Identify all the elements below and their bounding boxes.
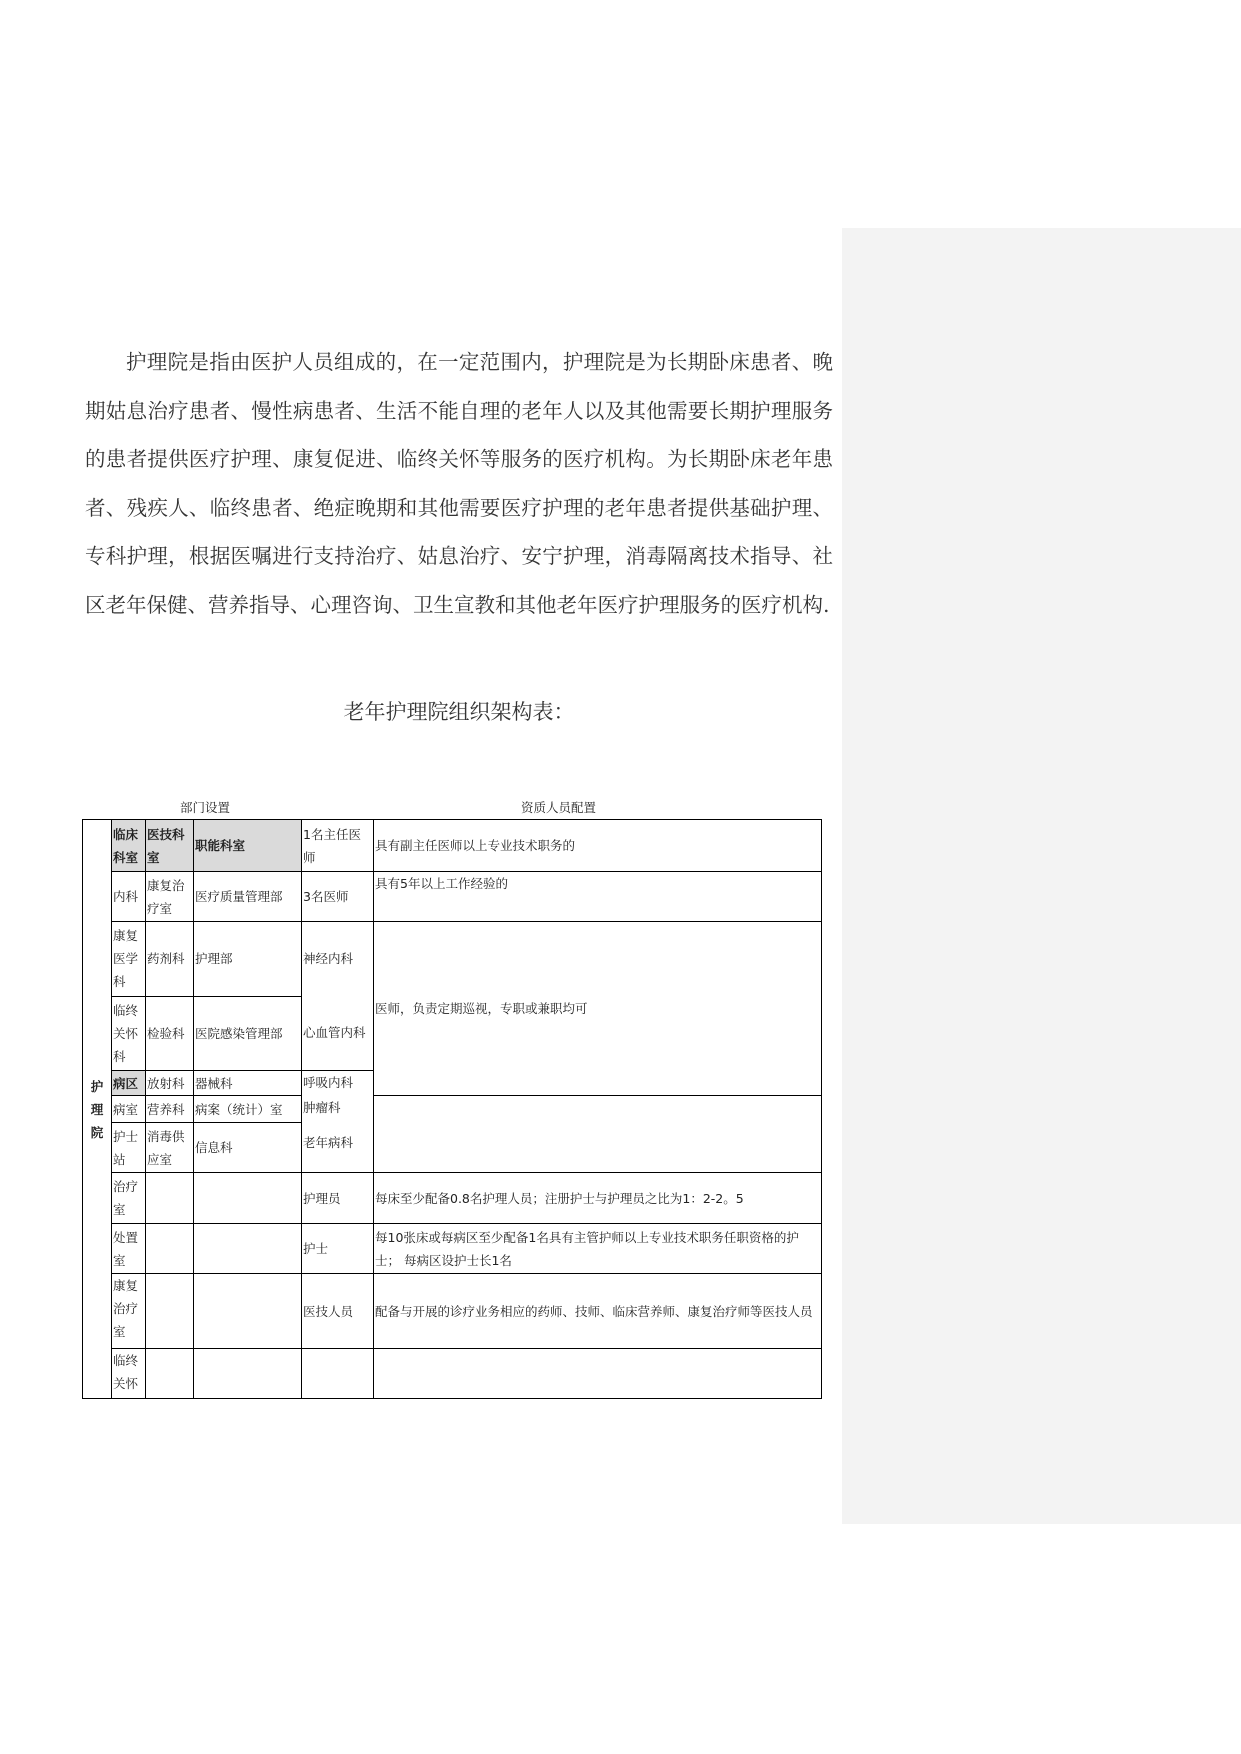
functional-empty [194,1274,302,1349]
medtech-empty [146,1173,194,1224]
functional-dept: 器械科 [194,1071,302,1096]
header-medtech: 医技科室 [146,820,194,872]
table-row [83,820,822,872]
requirement: 每10张床或每病区至少配备1名具有主管护师以上专业技术职务任职资格的护士； 每病区设护士长1名 [374,1224,822,1274]
medtech-dept: 检验科 [146,996,194,1071]
medtech-dept: 消毒供应室 [146,1123,194,1173]
table-row [83,1274,822,1349]
staff-role-empty [302,1349,374,1399]
clinical-dept: 病室 [112,1096,146,1123]
table-row [83,1224,822,1274]
functional-dept: 信息科 [194,1123,302,1173]
staff-role: 护理员 [302,1173,374,1224]
functional-dept: 病案（统计）室 [194,1096,302,1123]
functional-dept: 医疗质量管理部 [194,872,302,922]
medtech-empty [146,1349,194,1399]
table-row [83,1096,822,1123]
requirement: 医师，负责定期巡视，专职或兼职均可 [374,922,822,1096]
staff-role: 呼吸内科 [303,1075,354,1090]
requirement-empty [374,1096,822,1173]
clinical-dept: 治疗室 [112,1173,146,1224]
staff-role: 护士 [302,1224,374,1274]
clinical-dept: 临终关怀科 [112,996,146,1071]
requirement: 配备与开展的诊疗业务相应的药师、技师、临床营养师、康复治疗师等医技人员 [374,1274,822,1349]
intro-paragraph: 护理院是指由医护人员组成的，在一定范围内，护理院是为长期卧床患者、晚期姑息治疗患者、慢性病患者、生活不能自理的老年人以及其他需要长期护理服务的患者提供医疗护理、康复促进、临终关怀等服务的医疗机构。为长期卧床老年患者、残疾人、临终患者、绝症晚期和其他需要医疗护理的老年患者提供基础护理、专科护理，根据医嘱进行支持治疗、姑息治疗、安宁护理，消毒隔离技术指导、社区老年保健、营养指导、心理咨询、卫生宣教和其他老年医疗护理服务的医疗机构. [85,350,833,617]
clinical-dept: 内科 [112,872,146,922]
staff-role: 心血管内科 [303,1025,366,1040]
staff-role: 肿瘤科 [303,1100,341,1115]
clinical-dept: 病区 [112,1071,146,1096]
requirement: 具有副主任医师以上专业技术职务的 [374,820,822,872]
root-label-cell: 护 理 院 [83,820,112,1399]
functional-empty [194,1349,302,1399]
staff-role: 老年病科 [303,1135,354,1150]
functional-empty [194,1224,302,1274]
clinical-dept: 护士站 [112,1123,146,1173]
table-row [83,922,822,997]
staff-role-group [302,922,374,1071]
comment-margin-pane [842,228,1241,1524]
staff-role: 3名医师 [302,872,374,922]
medtech-dept: 药剂科 [146,922,194,997]
staff-role: 医技人员 [302,1274,374,1349]
staff-role-group [302,1071,374,1173]
table-row [83,1349,822,1399]
header-clinical: 临床科室 [112,820,146,872]
clinical-dept: 处置室 [112,1224,146,1274]
medtech-empty [146,1224,194,1274]
functional-dept: 医院感染管理部 [194,996,302,1071]
clinical-dept: 康复医学科 [112,922,146,997]
clinical-dept: 康复治疗室 [112,1274,146,1349]
medtech-dept: 放射科 [146,1071,194,1096]
staff-role: 1名主任医师 [302,820,374,872]
header-functional: 职能科室 [194,820,302,872]
functional-dept: 护理部 [194,922,302,997]
requirement: 每床至少配备0.8名护理人员；注册护士与护理员之比为1：2-2。5 [374,1173,822,1224]
clinical-dept: 临终关怀 [112,1349,146,1399]
requirement: 具有5年以上工作经验的 [374,872,822,922]
table-title: 老年护理院组织架构表： [343,700,575,724]
table-row [83,872,822,922]
header-staff: 资质人员配置 [521,800,597,815]
medtech-dept: 康复治疗室 [146,872,194,922]
requirement-empty [374,1349,822,1399]
staff-role: 神经内科 [303,951,354,966]
header-department: 部门设置 [180,800,231,815]
org-structure-table [82,819,822,1399]
table-row [83,1173,822,1224]
functional-empty [194,1173,302,1224]
medtech-empty [146,1274,194,1349]
medtech-dept: 营养科 [146,1096,194,1123]
